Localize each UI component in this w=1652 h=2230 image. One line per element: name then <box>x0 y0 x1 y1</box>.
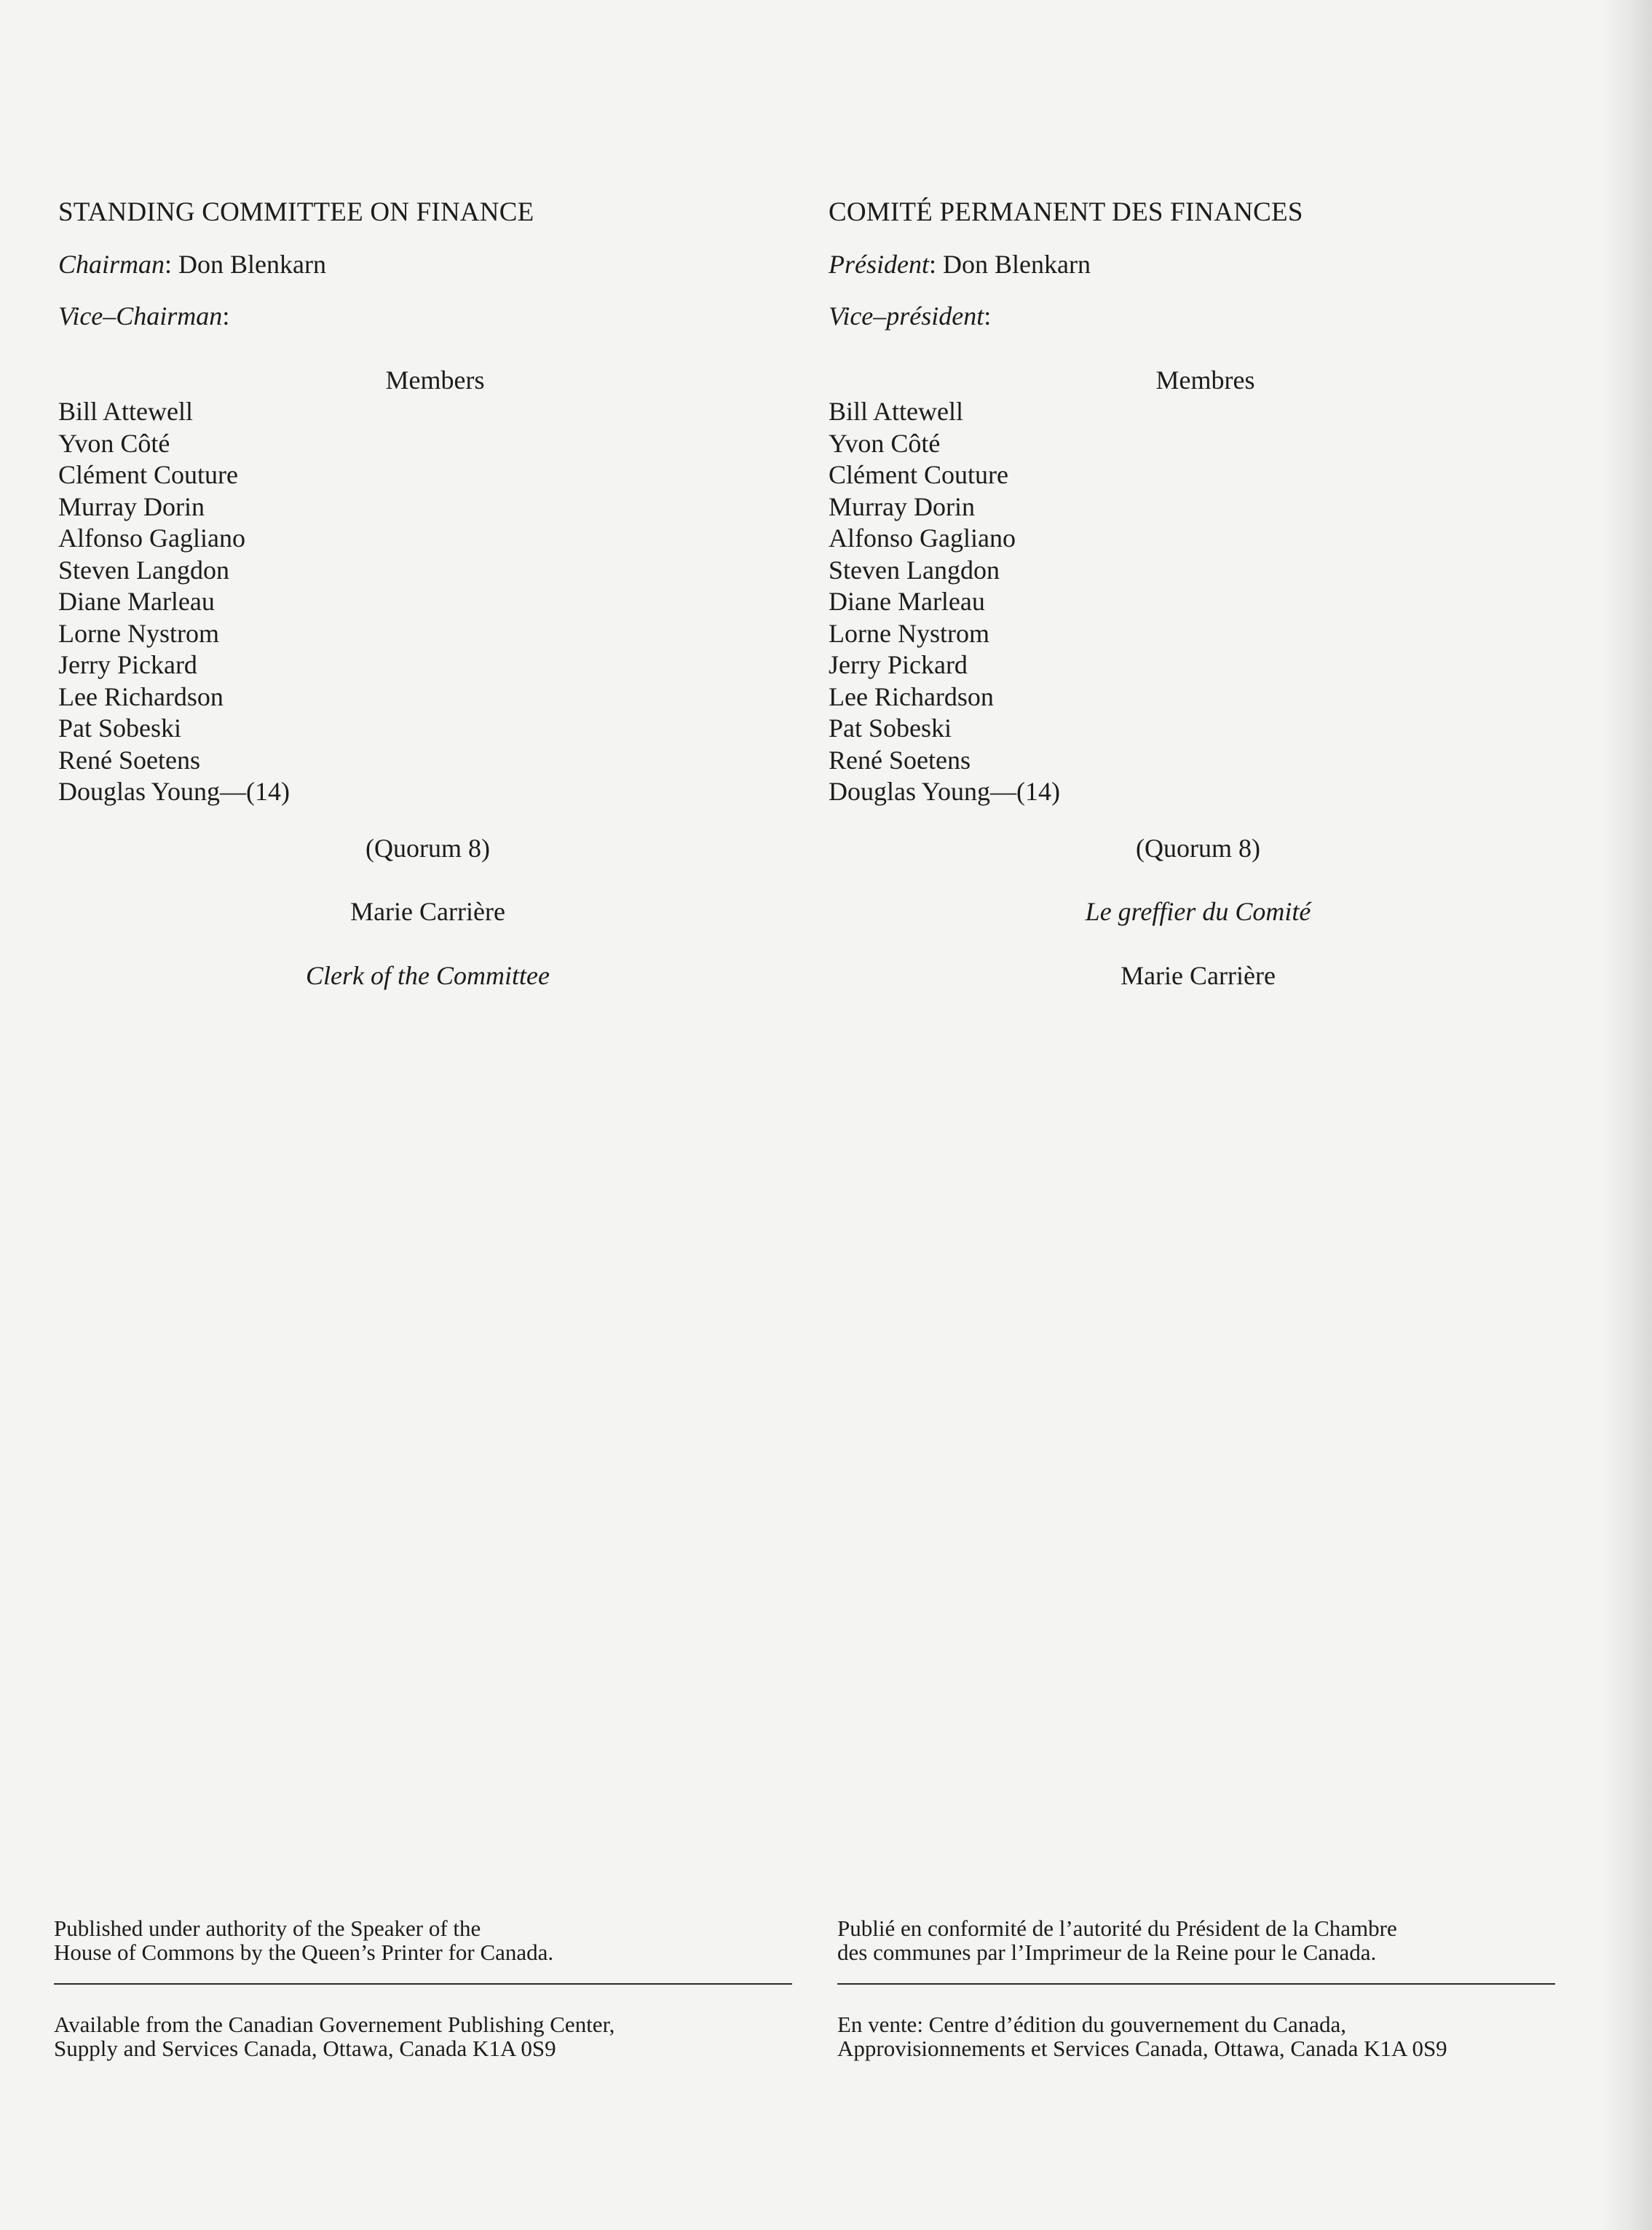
chair-line: Président: Don Blenkarn <box>829 249 1091 279</box>
members-heading: Members <box>385 365 485 395</box>
clerk-name: Marie Carrière <box>350 897 505 926</box>
french-footer <box>837 1916 1565 2060</box>
vice-chair-role: Vice–président <box>829 301 984 331</box>
member-item: Pat Sobeski <box>58 713 182 743</box>
member-item: Lee Richardson <box>829 681 994 711</box>
member-item: Clément Couture <box>58 460 238 489</box>
member-item: René Soetens <box>58 745 200 775</box>
english-footer <box>54 1916 782 2060</box>
member-item: Diane Marleau <box>58 587 215 616</box>
member-item: Yvon Côté <box>58 428 170 458</box>
member-list <box>58 396 786 808</box>
footer-divider <box>54 1983 792 1985</box>
published-line: des communes par l’Imprimeur de la Reine pour le Canada. <box>837 1940 1377 1965</box>
member-item: Douglas Young—(14) <box>58 777 291 806</box>
chair-name: Don Blenkarn <box>943 249 1091 279</box>
chair-role: Président <box>829 249 929 279</box>
availability-line: Approvisionnements et Services Canada, Ottawa, Canada K1A 0S9 <box>837 2036 1447 2061</box>
members-heading: Membres <box>1155 365 1255 395</box>
member-item: Lorne Nystrom <box>58 618 219 648</box>
member-item: Alfonso Gagliano <box>58 523 245 553</box>
clerk-title: Clerk of the Committee <box>306 960 550 990</box>
chair-line: Chairman: Don Blenkarn <box>58 249 327 279</box>
member-item: Bill Attewell <box>829 397 963 426</box>
member-item: Steven Langdon <box>58 555 229 585</box>
member-item: Murray Dorin <box>829 491 975 521</box>
vice-chair-line: Vice–Chairman: <box>58 301 230 331</box>
quorum: (Quorum 8) <box>365 833 490 863</box>
member-item: Yvon Côté <box>829 428 941 458</box>
committee-name: COMITÉ PERMANENT DES FINANCES <box>829 197 1303 227</box>
english-committee-column <box>58 197 786 992</box>
french-committee-column <box>829 197 1557 992</box>
chair-role: Chairman <box>58 249 165 279</box>
page-edge-shadow <box>1601 0 1652 2230</box>
footer-divider <box>837 1983 1555 1985</box>
member-item: Alfonso Gagliano <box>829 523 1016 553</box>
published-line: House of Commons by the Queen’s Printer for Canada. <box>54 1940 554 1965</box>
member-item: Lee Richardson <box>58 681 224 711</box>
availability-line: Available from the Canadian Governement Publishing Center, <box>54 2012 615 2037</box>
published-line: Published under authority of the Speaker of the <box>54 1915 481 1941</box>
member-item: Jerry Pickard <box>829 650 968 679</box>
member-item: Murray Dorin <box>58 491 205 521</box>
quorum: (Quorum 8) <box>1136 833 1260 863</box>
member-item: René Soetens <box>829 745 971 775</box>
vice-chair-line: Vice–président: <box>829 301 992 331</box>
clerk-name: Marie Carrière <box>1121 960 1276 990</box>
vice-chair-role: Vice–Chairman <box>58 301 223 331</box>
availability-line: En vente: Centre d’édition du gouvernement du Canada, <box>837 2012 1347 2037</box>
member-item: Diane Marleau <box>829 587 985 616</box>
member-item: Pat Sobeski <box>829 713 952 743</box>
chair-name: Don Blenkarn <box>178 249 327 279</box>
member-list <box>829 396 1557 808</box>
member-item: Bill Attewell <box>58 397 193 426</box>
committee-name: STANDING COMMITTEE ON FINANCE <box>58 197 534 227</box>
availability-line: Supply and Services Canada, Ottawa, Canada K1A 0S9 <box>54 2036 556 2061</box>
member-item: Steven Langdon <box>829 555 1000 585</box>
member-item: Clément Couture <box>829 460 1008 489</box>
member-item: Jerry Pickard <box>58 650 197 679</box>
member-item: Douglas Young—(14) <box>829 777 1061 806</box>
member-item: Lorne Nystrom <box>829 618 989 648</box>
clerk-title: Le greffier du Comité <box>1085 897 1311 926</box>
published-line: Publié en conformité de l’autorité du Président de la Chambre <box>837 1915 1397 1941</box>
